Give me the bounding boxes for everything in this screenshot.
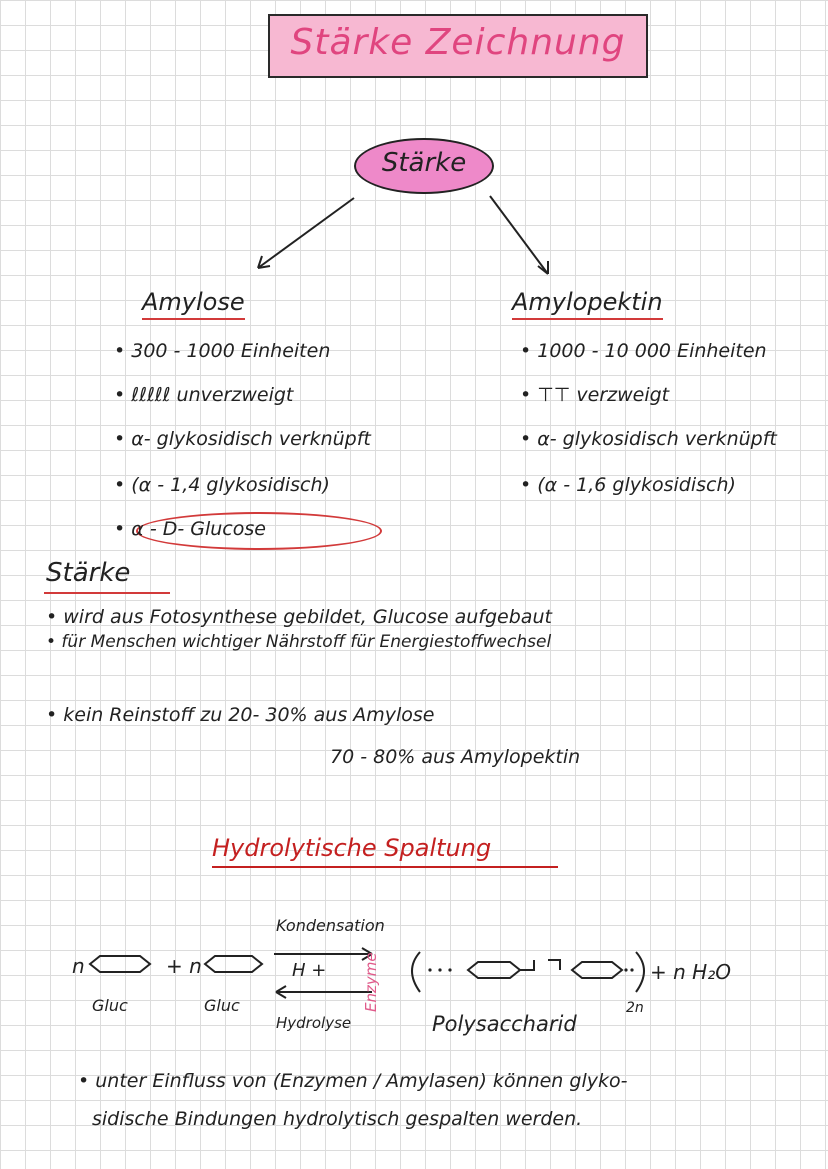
amylopektin-bullet-2-text: ⊤⊤ verzweigt (537, 384, 670, 406)
mindmap-arrows (0, 0, 828, 300)
arrow-right (490, 196, 548, 274)
note-line-1: • unter Einfluss von (Enzymen / Amylasen) können glyko- (78, 1070, 628, 1092)
amylose-bullet-4-text: (α - 1,4 glykosidisch) (131, 474, 330, 496)
water-term: + n H₂O (650, 960, 731, 984)
amylose-bullet-2: • ℓℓℓℓℓ unverzweigt (114, 384, 294, 406)
branch-title-amylopektin: Amylopektin (512, 288, 663, 320)
hydrolysis-label: Hydrolyse (276, 1014, 352, 1032)
polysaccharide-ring-icon-1 (468, 962, 520, 978)
glucose-ring-icon-1 (90, 956, 150, 972)
hydrolysis-heading: Hydrolytische Spaltung (212, 834, 492, 862)
amylose-bullet-2-text: ℓℓℓℓℓ unverzweigt (131, 384, 294, 406)
glycosidic-bond-icon (520, 960, 560, 970)
section-line-1: • wird aus Fotosynthese gebildet, Glucose aufgebaut (46, 606, 552, 628)
close-paren (636, 952, 644, 992)
branch-title-amylose: Amylose (142, 288, 245, 320)
amylose-bullet-1-text: 300 - 1000 Einheiten (131, 340, 331, 362)
section-line-2: • für Menschen wichtiger Nährstoff für Energiestoffwechsel (46, 632, 552, 652)
condensation-label: Kondensation (276, 916, 385, 935)
amylose-bullet-4: • (α - 1,4 glykosidisch) (114, 474, 330, 496)
amylopektin-bullet-3-text: α- glykosidisch verknüpft (537, 428, 777, 450)
open-paren (412, 952, 420, 992)
enzyme-label: Enzyme (362, 952, 380, 1012)
section-line-3: • kein Reinstoff zu 20- 30% aus Amylose (46, 704, 435, 726)
catalyst-label: H + (292, 960, 327, 981)
polysaccharide-ring-icon-2 (572, 962, 622, 978)
plus-n: + n (166, 954, 202, 978)
section-heading: Stärke (46, 558, 131, 588)
hydrolysis-underline (212, 866, 558, 868)
hydrolysis-arrow (276, 986, 372, 998)
page-title: Stärke Zeichnung (290, 22, 626, 63)
subscript-2n: 2n (626, 1000, 644, 1016)
amylopektin-bullet-3: • α- glykosidisch verknüpft (520, 428, 777, 450)
arrow-left (258, 198, 354, 268)
note-line-2: sidische Bindungen hydrolytisch gespalten werden. (92, 1108, 583, 1130)
section-line-4: 70 - 80% aus Amylopektin (330, 746, 581, 768)
polysaccharide-label: Polysaccharid (432, 1012, 577, 1036)
amylopektin-bullet-2: • ⊤⊤ verzweigt (520, 384, 670, 406)
reactant-n: n (72, 954, 85, 978)
gluc-label-1: Gluc (92, 996, 128, 1015)
glucose-ring-icon-2 (205, 956, 262, 972)
root-node-label: Stärke (381, 148, 467, 178)
section-underline (44, 592, 170, 594)
amylose-bullet-3: • α- glykosidisch verknüpft (114, 428, 371, 450)
amylose-bullet-3-text: α- glykosidisch verknüpft (131, 428, 371, 450)
amylose-bullet-1: • 300 - 1000 Einheiten (114, 340, 331, 362)
amylopektin-bullet-4: • (α - 1,6 glykosidisch) (520, 474, 736, 496)
amylopektin-bullet-4-text: (α - 1,6 glykosidisch) (537, 474, 736, 496)
gluc-label-2: Gluc (204, 996, 240, 1015)
amylopektin-bullet-1: • 1000 - 10 000 Einheiten (520, 340, 767, 362)
amylose-bullet-5-text: α - D- Glucose (131, 518, 266, 540)
amylose-bullet-5: • α - D- Glucose (114, 518, 266, 540)
condensation-arrow (274, 948, 372, 960)
amylopektin-bullet-1-text: 1000 - 10 000 Einheiten (537, 340, 767, 362)
